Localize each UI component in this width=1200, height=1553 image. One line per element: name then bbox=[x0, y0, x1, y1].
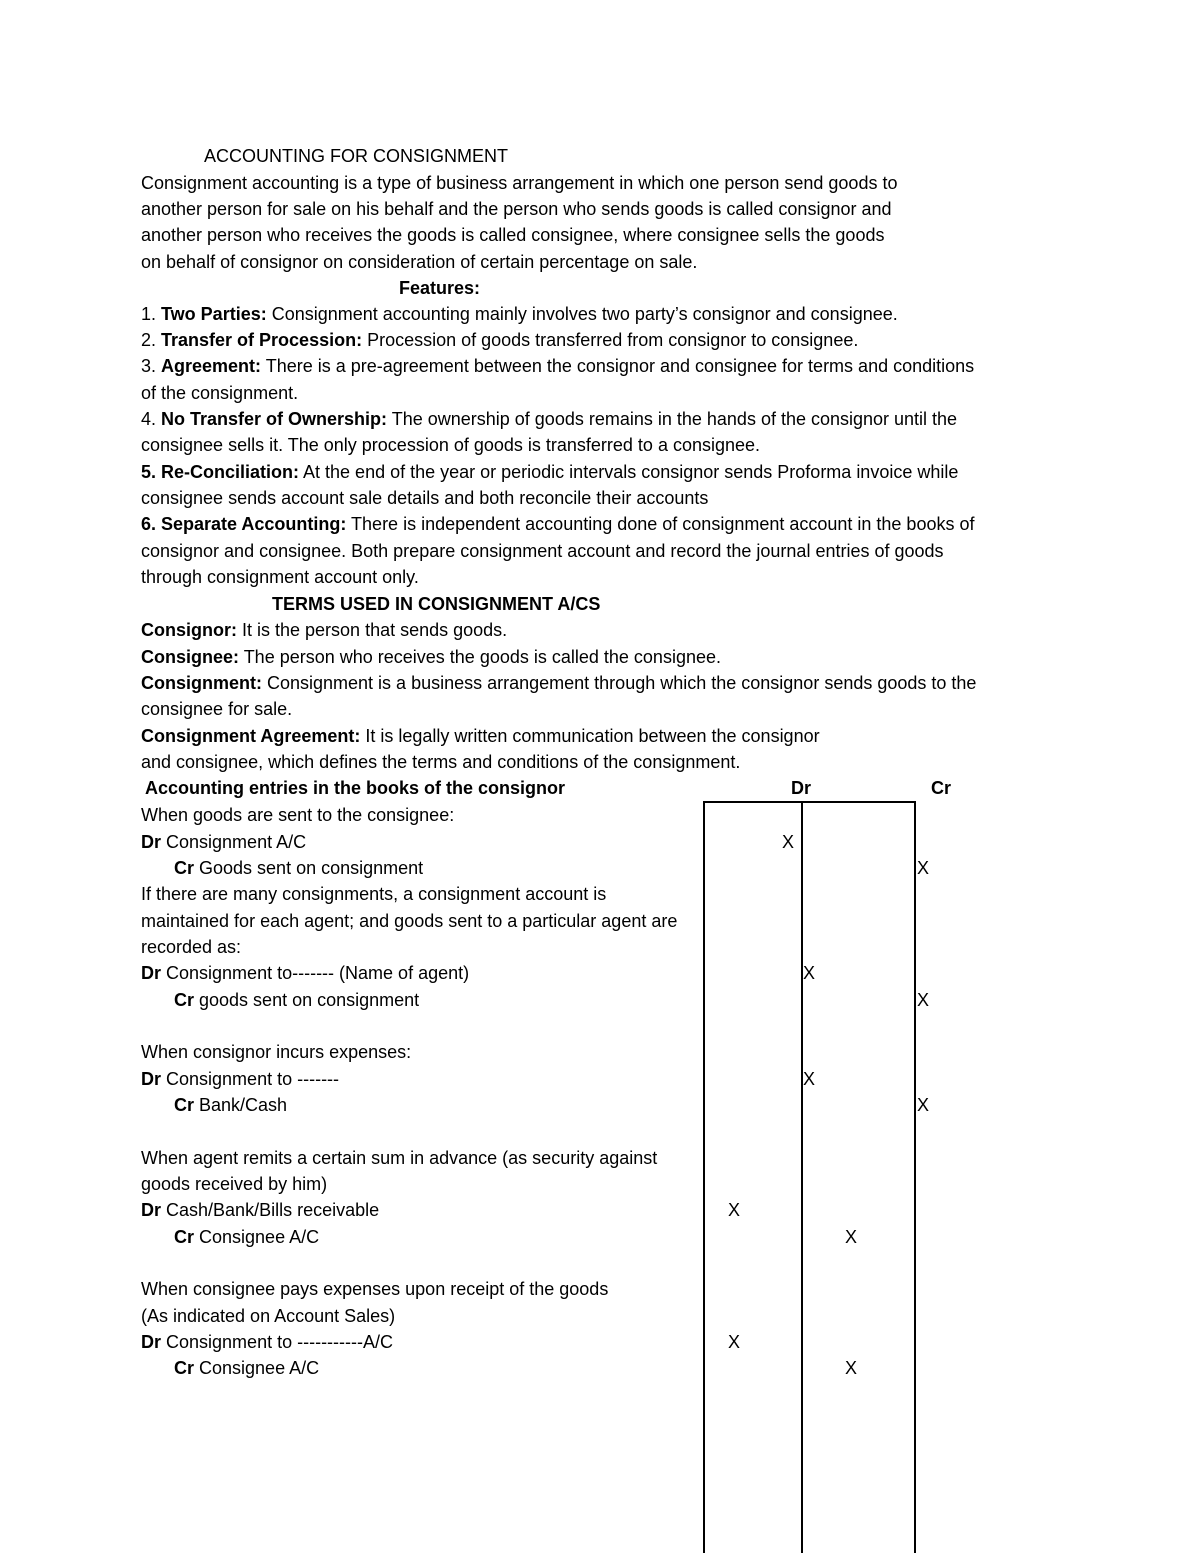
entry-description: goods received by him) bbox=[141, 1174, 328, 1194]
credit-mark: X bbox=[845, 1227, 858, 1247]
intro-line: another person for sale on his behalf and the person who sends goods is called consignor and bbox=[141, 199, 892, 219]
term-item: Consignee: The person who receives the goods is called the consignee. bbox=[141, 647, 721, 667]
entry-debit: Dr Consignment to------- (Name of agent) bbox=[141, 963, 470, 983]
feature-item: 1. Two Parties: Consignment accounting mainly involves two party’s consignor and consignee. bbox=[141, 304, 898, 324]
debit-mark: X bbox=[728, 1200, 741, 1220]
debit-mark: X bbox=[803, 1069, 816, 1089]
feature-item-continued: consignee sends account sale details and both reconcile their accounts bbox=[141, 488, 709, 508]
ledger-rule-left bbox=[703, 801, 705, 1553]
feature-item-continued: of the consignment. bbox=[141, 383, 299, 403]
debit-mark: X bbox=[803, 963, 816, 983]
entry-description: When consignee pays expenses upon receipt of the goods bbox=[141, 1279, 609, 1299]
entry-debit: Dr Consignment to ------- bbox=[141, 1069, 340, 1089]
entry-description: When goods are sent to the consignee: bbox=[141, 805, 455, 825]
feature-item-continued: consignee sells it. The only procession of goods is transferred to a consignee. bbox=[141, 435, 761, 455]
entry-debit: Dr Consignment to -----------A/C bbox=[141, 1332, 394, 1352]
debit-mark: X bbox=[782, 832, 795, 852]
entry-credit: Cr Bank/Cash bbox=[174, 1095, 288, 1115]
entry-credit: Cr Consignee A/C bbox=[174, 1227, 320, 1247]
entry-debit: Dr Cash/Bank/Bills receivable bbox=[141, 1200, 380, 1220]
feature-item: 2. Transfer of Procession: Procession of goods transferred from consignor to consignee. bbox=[141, 330, 859, 350]
entry-description: If there are many consignments, a consignment account is bbox=[141, 884, 607, 904]
features-heading: Features: bbox=[399, 278, 481, 298]
intro-line: Consignment accounting is a type of business arrangement in which one person send goods to bbox=[141, 173, 898, 193]
credit-mark: X bbox=[917, 990, 930, 1010]
feature-item: 6. Separate Accounting: There is independent accounting done of consignment account in the books of bbox=[141, 514, 975, 534]
term-item-continued: consignee for sale. bbox=[141, 699, 293, 719]
term-item-continued: and consignee, which defines the terms and conditions of the consignment. bbox=[141, 752, 741, 772]
entry-description: When agent remits a certain sum in advance (as security against bbox=[141, 1148, 658, 1168]
ledger-rule-right bbox=[914, 801, 916, 1553]
term-item: Consignment: Consignment is a business arrangement through which the consignor sends goods to the bbox=[141, 673, 977, 693]
entries-heading: Accounting entries in the books of the consignor bbox=[145, 778, 566, 798]
credit-mark: X bbox=[917, 1095, 930, 1115]
ledger-top-rule bbox=[703, 801, 916, 803]
entry-debit: Dr Consignment A/C bbox=[141, 832, 307, 852]
ledger-rule-middle bbox=[801, 801, 803, 1553]
entry-credit: Cr goods sent on consignment bbox=[174, 990, 420, 1010]
term-item: Consignment Agreement: It is legally written communication between the consignor bbox=[141, 726, 820, 746]
page-title: ACCOUNTING FOR CONSIGNMENT bbox=[204, 146, 508, 166]
entry-credit: Cr Consignee A/C bbox=[174, 1358, 320, 1378]
intro-line: on behalf of consignor on consideration of certain percentage on sale. bbox=[141, 252, 698, 272]
entry-description: recorded as: bbox=[141, 937, 242, 957]
cr-column-header: Cr bbox=[931, 778, 952, 798]
feature-item: 5. Re-Conciliation: At the end of the year or periodic intervals consignor sends Proforma invoice while bbox=[141, 462, 959, 482]
entry-description: (As indicated on Account Sales) bbox=[141, 1306, 396, 1326]
term-item: Consignor: It is the person that sends goods. bbox=[141, 620, 508, 640]
feature-item-continued: through consignment account only. bbox=[141, 567, 419, 587]
entry-credit: Cr Goods sent on consignment bbox=[174, 858, 424, 878]
debit-mark: X bbox=[728, 1332, 741, 1352]
feature-item: 3. Agreement: There is a pre-agreement between the consignor and consignee for terms and conditions bbox=[141, 356, 975, 376]
entry-description: maintained for each agent; and goods sent to a particular agent are bbox=[141, 911, 678, 931]
feature-item: 4. No Transfer of Ownership: The ownership of goods remains in the hands of the consignor until the bbox=[141, 409, 958, 429]
intro-line: another person who receives the goods is called consignee, where consignee sells the goods bbox=[141, 225, 885, 245]
terms-heading: TERMS USED IN CONSIGNMENT A/CS bbox=[272, 594, 601, 614]
credit-mark: X bbox=[845, 1358, 858, 1378]
credit-mark: X bbox=[917, 858, 930, 878]
dr-column-header: Dr bbox=[791, 778, 812, 798]
entry-description: When consignor incurs expenses: bbox=[141, 1042, 412, 1062]
feature-item-continued: consignor and consignee. Both prepare consignment account and record the journal entries of goods bbox=[141, 541, 944, 561]
